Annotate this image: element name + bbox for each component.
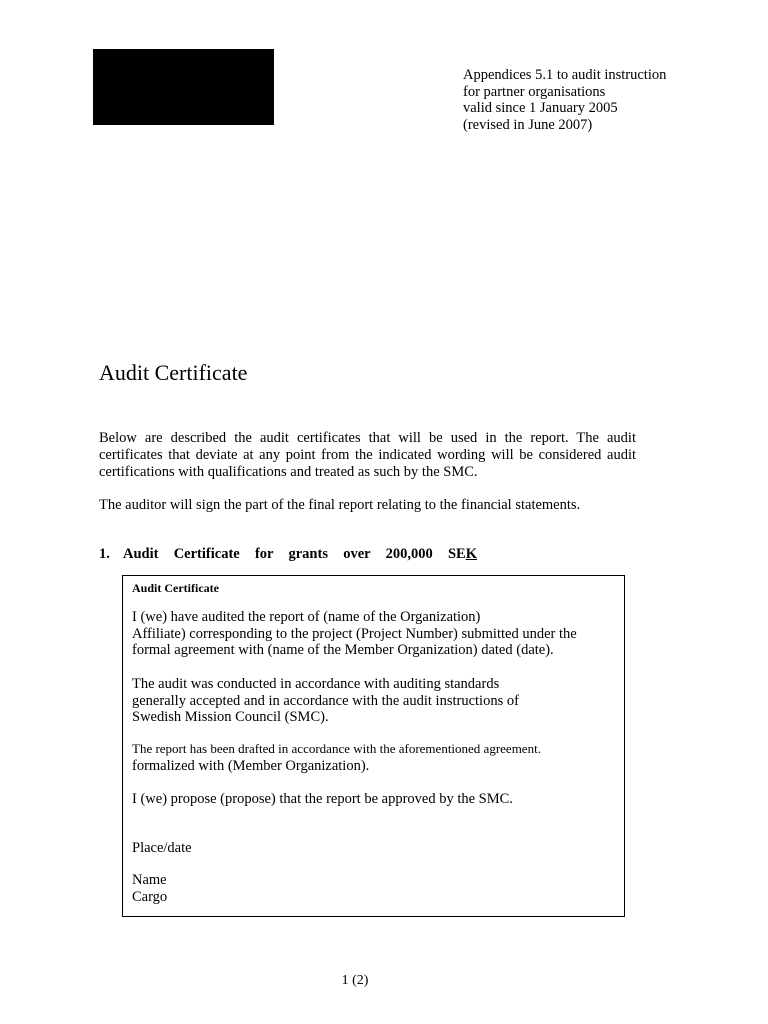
header-note-line: valid since 1 January 2005	[463, 100, 618, 116]
redacted-logo-block	[93, 49, 274, 125]
certificate-paragraph-standards: The audit was conducted in accordance with auditing standards generally accepted and in accordance with the audit instructions of Swedish Mission Council (SMC).	[132, 676, 519, 725]
header-note-line: Appendices 5.1 to audit instruction	[463, 67, 667, 83]
certificate-place-date: Place/date	[132, 840, 192, 856]
auditor-note: The auditor will sign the part of the final report relating to the financial statements.	[99, 497, 581, 513]
certificate-signature-block	[132, 872, 167, 905]
header-note	[463, 67, 666, 133]
certificate-paragraph-audited: I (we) have audited the report of (name of the Organization) Affiliate) corresponding to the project (Project Number) submitted under the formal agreement with (name of the Member Organization) dated (date).	[132, 609, 577, 658]
certificate-cargo-label: Cargo	[132, 888, 168, 905]
intro-paragraph: Below are described the audit certificates that will be used in the report. The audit certificates that deviate at any point from the indicated wording will be considered audit certifications with qualifications and treated as such by the SMC.	[99, 430, 636, 480]
certificate-name-label: Name	[132, 872, 167, 888]
certificate-paragraph-drafted: The report has been drafted in accordance with the aforementioned agreement. formalized with (Member Organization).	[132, 741, 541, 774]
page-title: Audit Certificate	[99, 360, 248, 385]
section-number: 1.	[99, 546, 110, 562]
certificate-box	[122, 575, 625, 917]
header-note-line: (revised in June 2007)	[463, 116, 593, 133]
section-heading-text: Audit Certificate for grants over 200,000 SEK	[123, 546, 477, 562]
page-number: 1 (2)	[341, 973, 369, 988]
certificate-paragraph-propose: I (we) propose (propose) that the report be approved by the SMC.	[132, 791, 513, 807]
certificate-box-title: Audit Certificate	[132, 581, 219, 595]
section-heading-underlined: K	[465, 546, 477, 562]
header-note-line: for partner organisations	[463, 83, 606, 100]
section-heading	[99, 546, 477, 563]
